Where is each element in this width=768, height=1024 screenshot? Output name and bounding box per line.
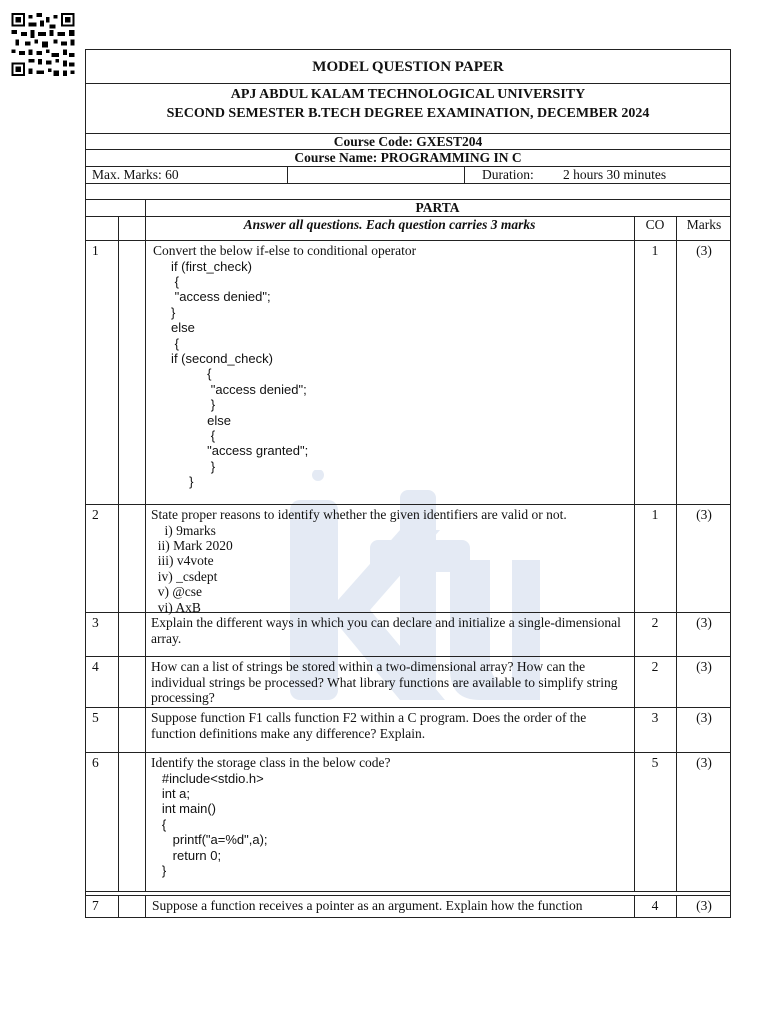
question-co: 2 (651, 615, 659, 630)
divider (145, 753, 146, 891)
divider (634, 241, 635, 504)
question-row (85, 657, 731, 708)
question-paper (85, 49, 731, 918)
question-number: 2 (92, 507, 99, 522)
question-code: #include<stdio.h> int a; int main() { printf("a=%d",a); return 0; } (161, 770, 268, 878)
part-header-row (85, 217, 731, 241)
course-name-text: Course Name: PROGRAMMING IN C (294, 150, 522, 165)
divider (287, 167, 288, 183)
question-row (85, 708, 731, 753)
question-content (151, 507, 626, 615)
question-number: 1 (92, 243, 99, 258)
question-row (85, 753, 731, 892)
divider (145, 613, 146, 656)
question-text: State proper reasons to identify whether the given identifiers are valid or not. (151, 507, 567, 522)
duration-label: Duration: (482, 167, 534, 182)
question-marks: (3) (696, 243, 712, 258)
university-block (85, 84, 731, 134)
question-text: Explain the different ways in which you can declare and initialize a single-dimensional array. (151, 615, 621, 646)
divider (118, 613, 119, 656)
course-code (85, 134, 731, 150)
marks-duration-row (85, 167, 731, 184)
question-text: How can a list of strings be stored within a two-dimensional array? How can the individual strings be processed? What library functions are available to simplify string processing? (151, 659, 618, 705)
question-number: 7 (92, 898, 99, 913)
question-code: if (first_check) { "access denied"; } else { if (second_check) { "access denied"; } else { "access granted"; } } (171, 258, 309, 490)
part-title: PARTA (415, 200, 460, 215)
duration-value: 2 hours 30 minutes (563, 167, 667, 182)
university-name: APJ ABDUL KALAM TECHNOLOGICAL UNIVERSITY (230, 87, 586, 102)
divider (634, 753, 635, 891)
divider (118, 753, 119, 891)
spacer-row (85, 184, 731, 200)
divider (464, 167, 465, 183)
question-number: 3 (92, 615, 99, 630)
divider (118, 217, 119, 240)
divider (676, 753, 677, 891)
divider (145, 505, 146, 612)
divider (676, 241, 677, 504)
question-content (153, 243, 628, 490)
max-marks: Max. Marks: 60 (92, 167, 179, 182)
paper-title-text: MODEL QUESTION PAPER (312, 59, 504, 75)
divider (145, 896, 146, 917)
question-marks: (3) (696, 615, 712, 630)
course-name (85, 150, 731, 167)
exam-name: SECOND SEMESTER B.TECH DEGREE EXAMINATION, DECEMBER 2024 (166, 106, 650, 121)
question-row (85, 613, 731, 657)
divider (145, 708, 146, 752)
question-number: 5 (92, 710, 99, 725)
divider (118, 896, 119, 917)
question-text: Identify the storage class in the below code? (151, 755, 391, 770)
question-marks: (3) (696, 659, 712, 674)
question-marks: (3) (696, 898, 712, 913)
question-marks: (3) (696, 755, 712, 770)
question-co: 3 (651, 710, 659, 725)
question-content (151, 755, 626, 878)
divider (145, 657, 146, 707)
question-text: Suppose function F1 calls function F2 within a C program. Does the order of the function definitions make any difference? Explain. (151, 710, 587, 741)
qr-code-icon (10, 13, 76, 76)
question-row (85, 505, 731, 613)
divider (118, 708, 119, 752)
question-text: Suppose a function receives a pointer as an argument. Explain how the function (152, 898, 583, 913)
divider (145, 241, 146, 504)
question-co: 1 (651, 507, 659, 522)
question-co: 2 (651, 659, 659, 674)
divider (118, 505, 119, 612)
question-co: 5 (651, 755, 659, 770)
co-header: CO (645, 217, 665, 232)
question-number: 6 (92, 755, 99, 770)
question-number: 4 (92, 659, 99, 674)
question-co: 4 (651, 898, 659, 913)
divider (118, 241, 119, 504)
question-marks: (3) (696, 507, 712, 522)
divider (118, 657, 119, 707)
part-title-row (85, 200, 731, 217)
question-marks: (3) (696, 710, 712, 725)
marks-header: Marks (686, 217, 722, 232)
question-row (85, 241, 731, 505)
question-row (85, 895, 731, 918)
paper-title (85, 49, 731, 84)
question-co: 1 (651, 243, 659, 258)
identifier-options: i) 9marks ii) Mark 2020 iii) v4vote iv) _csdept v) @cse vi) AxB (157, 522, 233, 615)
part-instruction: Answer all questions. Each question carries 3 marks (243, 217, 536, 232)
course-code-text: Course Code: GXEST204 (333, 134, 483, 149)
question-text: Convert the below if-else to conditional operator (153, 243, 417, 258)
